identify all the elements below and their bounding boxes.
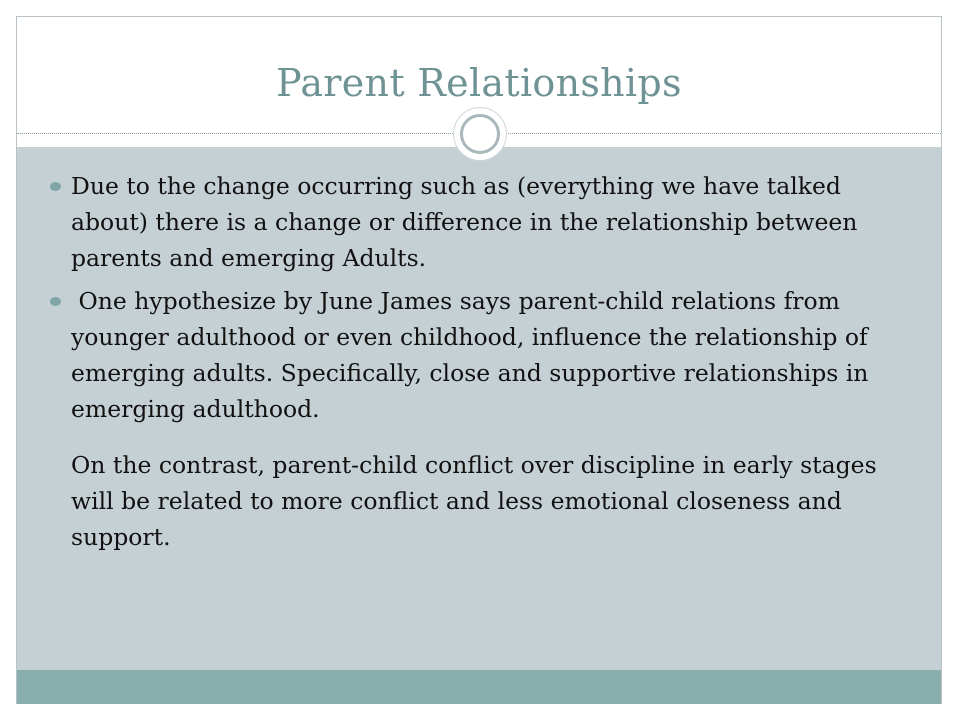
bullet-item	[50, 283, 920, 427]
footer-bar	[17, 670, 941, 704]
circle-ornament-inner	[460, 114, 500, 154]
bullet-item	[50, 168, 920, 276]
continuation-paragraph: On the contrast, parent-child conflict over discipline in early stages will be related to more conflict and less emotional closeness and support.	[71, 451, 877, 551]
circle-ornament-icon	[453, 107, 507, 161]
bullet-dot-icon	[50, 182, 61, 191]
bullet-text: Due to the change occurring such as (everything we have talked about) there is a change or difference in the relationship between parents and emerging Adults.	[71, 172, 873, 272]
bullet-dot-icon	[50, 297, 61, 306]
slide-title: Parent Relationships	[276, 61, 682, 105]
bullet-text: One hypothesize by June James says parent-child relations from younger adulthood or even childhood, influence the relationship of emerging adults. Specifically, close and supportive relationships in emerging adulthood.	[71, 287, 876, 423]
bullet-list	[50, 168, 920, 555]
